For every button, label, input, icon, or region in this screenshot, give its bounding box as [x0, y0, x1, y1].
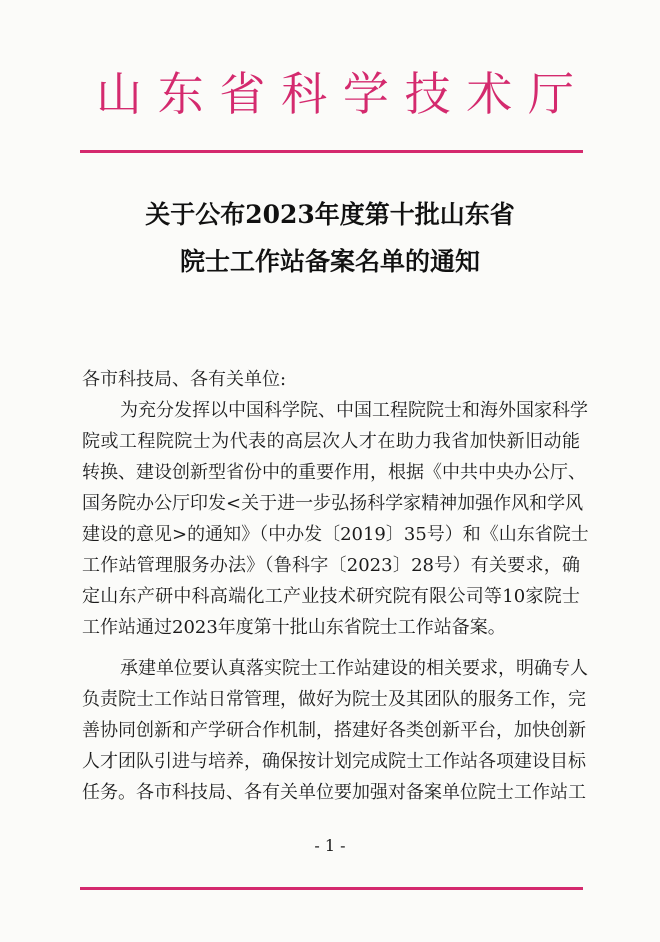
document-title-line-1: 关于公布2023年度第十批山东省: [145, 200, 515, 229]
body-line: 工作站管理服务办法》（鲁科字〔2023〕28号）有关要求，确: [82, 555, 580, 576]
body-line: 建设的意见>的通知》（中办发〔2019〕35号）和《山东省院士: [82, 524, 589, 545]
salutation: 各市科技局、各有关单位:: [82, 369, 287, 390]
footer-divider: [80, 887, 583, 890]
body-line: 人才团队引进与培养，确保按计划完成院士工作站各项建设目标: [82, 751, 586, 772]
body-line: 定山东产研中科高端化工产业技术研究院有限公司等10家院士: [82, 586, 580, 607]
body-line: 善协同创新和产学研合作机制，搭建好各类创新平台，加快创新: [82, 720, 586, 741]
body-line: 转换、建设创新型省份中的重要作用，根据《中共中央办公厅、: [82, 462, 586, 483]
issuing-organization-header: 山东省科学技术厅: [96, 67, 574, 121]
body-line: 负责院士工作站日常管理，做好为院士及其团队的服务工作，完: [82, 689, 586, 710]
page-number: - 1 -: [314, 836, 346, 855]
document-title-line-2: 院士工作站备案名单的通知: [179, 247, 480, 276]
body-line: 承建单位要认真落实院士工作站建设的相关要求，明确专人: [120, 658, 588, 679]
body-line: 院或工程院院士为代表的高层次人才在助力我省加快新旧动能: [82, 431, 580, 452]
body-line: 为充分发挥以中国科学院、中国工程院院士和海外国家科学: [120, 400, 588, 421]
body-line: 工作站通过2023年度第十批山东省院士工作站备案。: [82, 617, 506, 638]
body-line: 国务院办公厅印发<关于进一步弘扬科学家精神加强作风和学风: [82, 493, 584, 514]
body-line: 任务。各市科技局、各有关单位要加强对备案单位院士工作站工: [82, 782, 586, 803]
header-divider: [80, 150, 583, 153]
